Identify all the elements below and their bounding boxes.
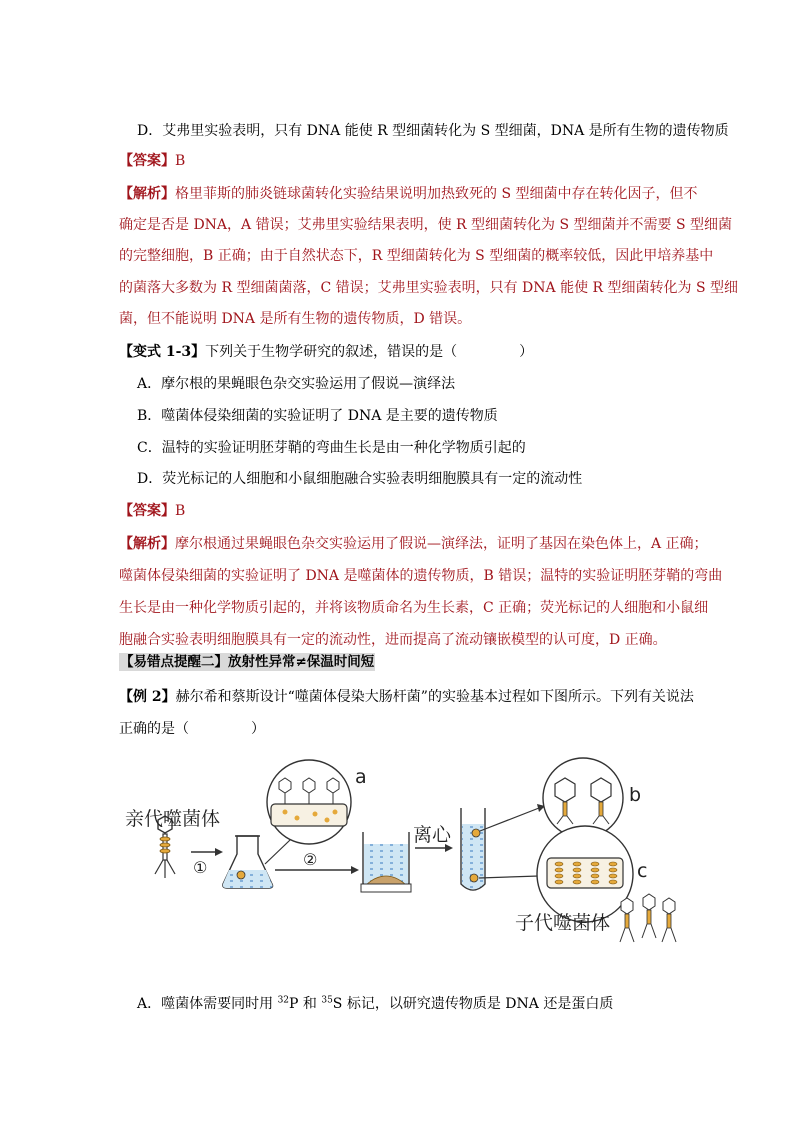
example-close: ）	[251, 721, 265, 737]
centrifuge-label: 离心	[413, 824, 452, 846]
beaker-icon	[361, 832, 411, 892]
analysis-1-text-0: 格里菲斯的肺炎链球菌转化实验结果说明加热致死的 S 型细菌中存在转化因子，但不	[175, 186, 698, 202]
option-a-prefix: A．噬菌体需要同时用	[137, 996, 278, 1012]
phage-experiment-diagram	[119, 752, 699, 952]
example-2-line-1	[119, 687, 694, 707]
analysis-1-line-2: 的完整细胞，B 正确；由于自然状态下，R 型细菌转化为 S 型细菌的概率较低，因此甲培养基中	[119, 248, 714, 264]
label-a: a	[355, 766, 367, 788]
analysis-label: 【解析】	[119, 186, 175, 202]
analysis-2-line-1: 噬菌体侵染细菌的实验证明了 DNA 是噬菌体的遗传物质，B 错误；温特的实验证明胚芽鞘的弯曲	[119, 568, 723, 584]
analysis-2-label: 【解析】	[119, 536, 175, 552]
variant-option-d: D．荧光标记的人细胞和小鼠细胞融合实验表明细胞膜具有一定的流动性	[137, 471, 583, 487]
answer-1	[119, 151, 185, 171]
analysis-1-line-1: 确定是否是 DNA，A 错误；艾弗里实验结果表明，使 R 型细菌转化为 S 型细菌并不需要 S 型细菌	[119, 217, 733, 233]
answer-2	[119, 501, 185, 521]
flask-icon	[223, 836, 273, 888]
example-2-line-2	[119, 719, 265, 739]
step-1-label: ①	[193, 858, 208, 877]
option-a-suffix: S 标记，以研究遗传物质是 DNA 还是蛋白质	[332, 996, 614, 1012]
label-b: b	[629, 784, 642, 806]
answer-value: B	[175, 153, 186, 169]
arrow-to-b	[480, 808, 539, 831]
section-heading	[119, 653, 699, 671]
superscript-35: 35	[321, 995, 333, 1006]
analysis-1-line-3: 的菌落大多数为 R 型细菌菌落，C 错误；艾弗里实验表明，只有 DNA 能使 R 型细菌转化为 S 型细	[119, 280, 739, 296]
variant-option-c: C．温特的实验证明胚芽鞘的弯曲生长是由一种化学物质引起的	[137, 440, 526, 456]
superscript-32: 32	[277, 995, 290, 1006]
variant-option-a: A．摩尔根的果蝇眼色杂交实验运用了假说—演绎法	[137, 376, 456, 392]
child-phage-label: 子代噬菌体	[515, 912, 611, 934]
parent-phage-label: 亲代噬菌体	[125, 808, 221, 830]
example-label: 【例 2】	[119, 689, 176, 705]
child-phage-icons	[620, 894, 676, 942]
analysis-2-line-0	[119, 534, 708, 554]
answer-label: 【答案】	[119, 153, 175, 169]
variant-close: ）	[519, 344, 534, 360]
variant-question: 下列关于生物学研究的叙述，错误的是（	[205, 344, 458, 360]
analysis-2-line-3: 胞融合实验表明细胞膜具有一定的流动性，进而提高了流动镶嵌模型的认可度，D 正确。	[119, 632, 667, 648]
example-text-1: 赫尔希和蔡斯设计“噬菌体侵染大肠杆菌”的实验基本过程如下图所示。下列有关说法	[175, 689, 694, 705]
example-option-a	[137, 994, 613, 1014]
answer-2-label: 【答案】	[119, 503, 175, 519]
analysis-1-line-0	[119, 184, 698, 204]
arrow-to-c	[479, 876, 539, 878]
label-c: c	[637, 860, 648, 882]
answer-2-value: B	[175, 503, 186, 519]
variant-option-b: B．噬菌体侵染细菌的实验证明了 DNA 是主要的遗传物质	[137, 408, 498, 424]
step-2-label: ②	[303, 850, 318, 869]
diagram-svg	[119, 752, 699, 952]
example-text-2: 正确的是（	[119, 721, 189, 737]
analysis-2-line-2: 生长是由一种化学物质引起的，并将该物质命名为生长素，C 正确；荧光标记的人细胞和小鼠细	[119, 600, 709, 616]
section-heading-text: 【易错点提醒二】放射性异常≠保温时间短	[120, 654, 375, 670]
option-a-mid: P 和	[289, 996, 322, 1012]
variant-label: 【变式 1-3】	[119, 344, 206, 360]
variant-stem	[119, 342, 533, 362]
analysis-2-text-0: 摩尔根通过果蝇眼色杂交实验运用了假说—演绎法，证明了基因在染色体上，A 正确；	[175, 536, 708, 552]
analysis-1-line-4: 菌，但不能说明 DNA 是所有生物的遗传物质，D 错误。	[119, 311, 472, 327]
infection-detail-circle	[267, 760, 351, 844]
option-d-q1: D．艾弗里实验表明，只有 DNA 能使 R 型细菌转化为 S 型细菌，DNA 是所有生物的遗传物质	[137, 123, 729, 139]
